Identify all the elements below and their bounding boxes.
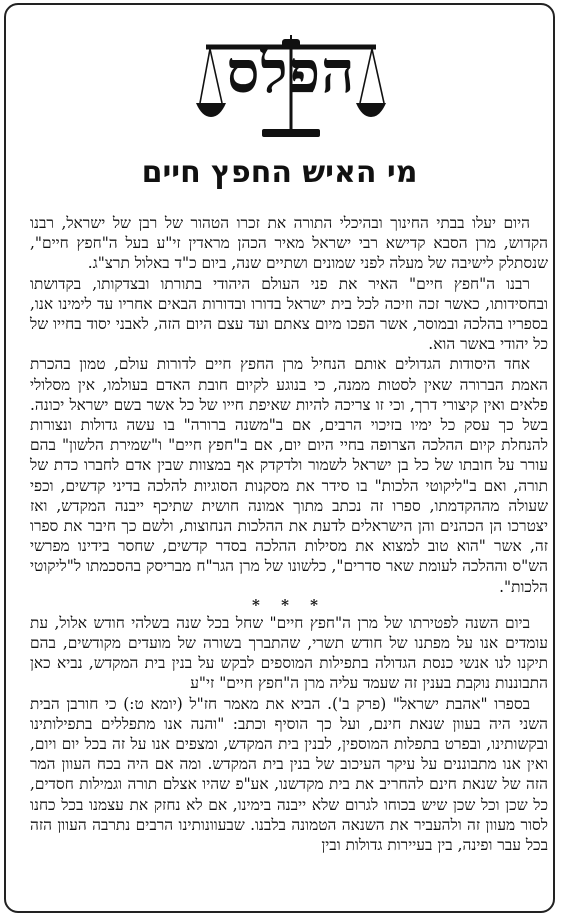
- article-body: [30, 213, 548, 855]
- article-paragraph: ביום השנה לפטירתו של מרן ה"חפץ חיים" שחל בכל שנה בשלהי חודש אלול, עת עומדים אנו על מפתנו של חודש תשרי, שהתברך בשורה של מועדים מקודשים, בהם תיקנו לנו אנשי כנסת הגדולה בתפילות המוספים לבקש על בנין בית המקדש, נביא כאן התבוננות נוקבת בענין זה שעמד עליה מרן ה"חפץ חיים" זי"ע: [30, 613, 548, 693]
- article-paragraph: היום יעלו בבתי החינוך ובהיכלי התורה את זכרו הטהור של רבן של ישראל, רבנו הקדוש, מרן הסבא קדישא רבי ישראל מאיר הכהן מראדין זי"ע בעל ה"חפץ חיים", שנסתלק לישיבה של מעלה לפני שמונים ושתיים שנה, ביום כ"ד באלול תרצ"ג.: [30, 214, 548, 273]
- masthead-logo: [196, 33, 386, 139]
- article-paragraph: רבנו ה"חפץ חיים" האיר את פני העולם היהודי בתורתו ובצדקותו, בקדושתו ובחסידותו, כאשר זכה וזיכה לכל בית ישראל בדורו ובדורות הבאים אחריו עד לימינו אנו, בספריו בהלכה ובמוסר, אשר הפכו מיום צאתם ועד עצם היום הזה, לאבני יסוד בחייו של כל יהודי באשר הוא.: [30, 274, 548, 354]
- section-divider: * * *: [252, 595, 326, 614]
- article-paragraph: אחד היסודות הגדולים אותם הנחיל מרן החפץ חיים לדורות עולם, טמון בהכרת האמת הברורה שאין לסטות ממנה, כי בנוגע לקיום חובת האדם בעולמו, אין מסלולי פלאים ואין קיצורי דרך, וכי זו צריכה להיות שאיפת חייו של כל אשר בשם ישראל יכונה. בשל כך עסק כל ימיו בזיכוי הרבים, אם ב"משנה ברורה" בו עשה גדולות ונצורות להנחלת קיום ההלכה הצרופה בחיי היום יום, אם ב"חפץ חיים" ו"שמירת הלשון" בהם עורר על חובתו של כל בן ישראל לשמור ולדקדק אף במצוות שבין אדם לחברו כדת של תורה, ואם ב"ליקוטי הלכות" בו סידר את מסקנות הסוגיות להלכה בדיני קדשים, וכפי שעולה מההקדמתו, ספרו זה נכתב מתוך אמונה חושית שתיכף ייבנה המקדש, ואז יצטרכו הן הכהנים והן הישראלים לדעת את ההלכות הנחוצות, ולשם כך חיבר את ספרו זה, אשר "הוא טוב למצוא את מסילות ההלכה בסדר קדשים, שחסר בידינו מפרשי הש"ס וההלכה לעומת שאר סדרים", כלשונו של מרן הגר"ח מבריסק בהסכמתו ל"ליקוטי הלכות".: [30, 355, 548, 596]
- article-headline: מי האיש החפץ חיים: [141, 155, 418, 190]
- masthead-title: הפלס: [226, 38, 356, 106]
- article-paragraph: בספרו "אהבת ישראל" (פרק ב'). הביא את מאמר חז"ל (יומא ט:) כי חורבן הבית השני היה בעוון שנאת חינם, ועל כך הוסיף וכתב: "והנה אנו מתפללים בתפילותינו ובקשותינו, ובפרט בתפלות המוספין, לבנין בית המקדש, ומצפים אנו על זה בכל יום ויום, ואין אנו מתבוננים על עיקר העיכוב של בנין בית המקדש. ומה אם היה בכח העוון המר הזה של שנאת חינם להחריב את בית מקדשנו, אע"פ שהיו אצלם תורה וגמילות חסדים, כל שכן וכל שכן שיש בכוחו לגרום שלא ייבנה בימינו, אם לא נחזק את עצמנו בכל כחנו לסור מעוון זה ולהעביר את השנאה הטמונה בלבנו. שבעוונותינו הרבים נתרבה העוון הזה בכל עבר ופינה, בין בעיירות גדולות ובין: [30, 694, 548, 855]
- newspaper-page: [4, 3, 555, 913]
